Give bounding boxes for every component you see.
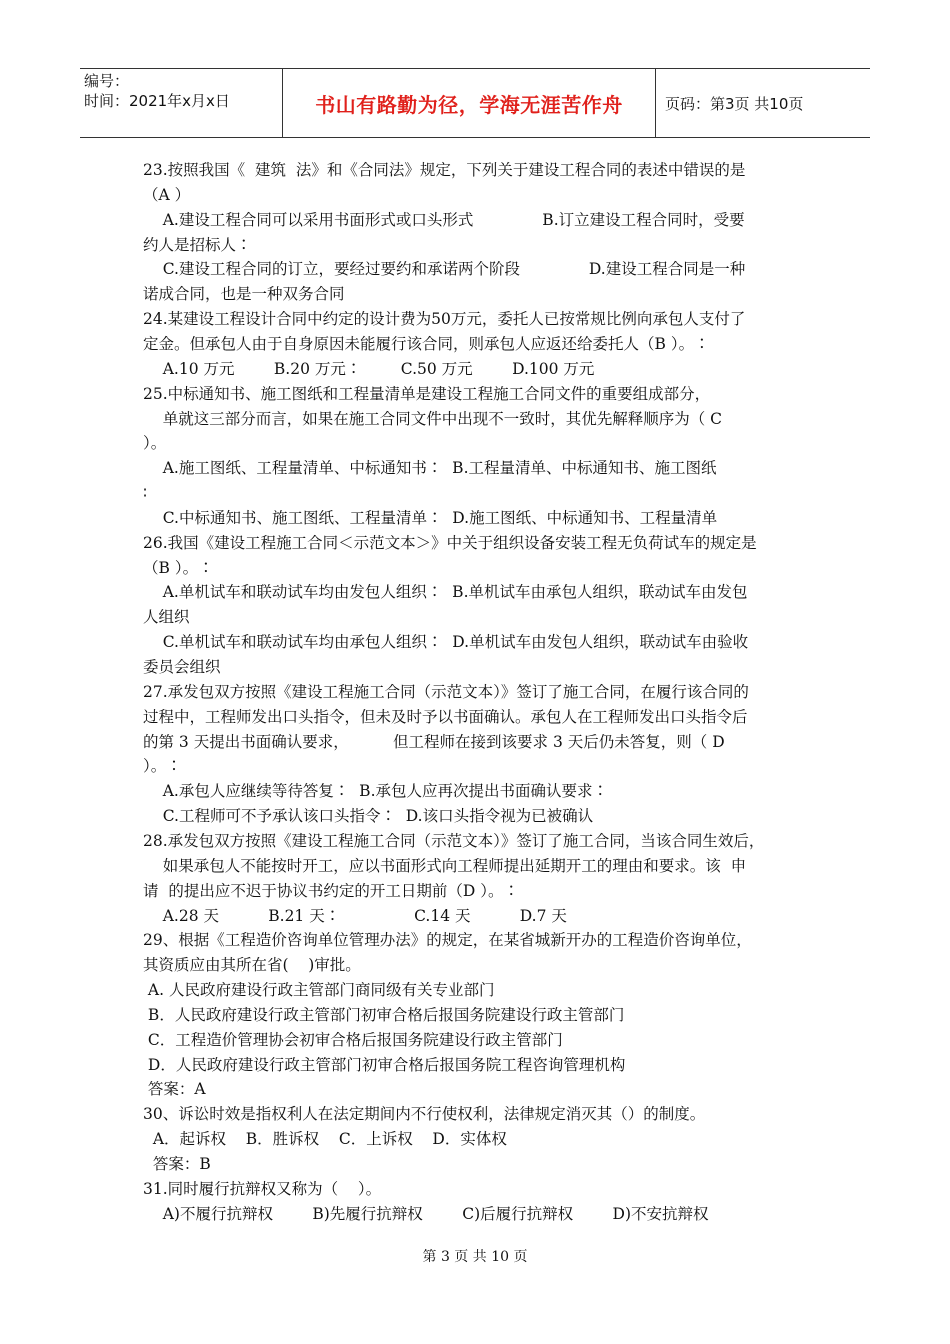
text-line: 委员会组织 — [143, 658, 221, 676]
text-line: A.施工图纸、工程量清单、中标通知书∶ B.工程量清单、中标通知书、施工图纸 — [143, 459, 717, 478]
text-line: ∶ — [143, 484, 148, 503]
text-line: （B ）。∶ — [143, 558, 214, 577]
text-line: 30、诉讼时效是指权利人在法定期间内不行使权利，法律规定消灭其（）的制度。 — [143, 1105, 706, 1124]
text-line: 25.中标通知书、施工图纸和工程量清单是建设工程施工合同文件的重要组成部分， — [143, 384, 711, 403]
page-header — [80, 68, 870, 138]
text-line: D．人民政府建设行政主管部门初审合格后报国务院工程咨询管理机构 — [143, 1055, 626, 1074]
text-line: C.工程师可不予承认该口头指令∶ D.该口头指令视为已被确认 — [143, 807, 594, 826]
document-time-label: 时间：2021年x月x日 — [84, 92, 230, 110]
text-line: 请 的提出应不迟于协议书约定的开工日期前（D ）。∶ — [143, 881, 519, 900]
text-line: 答案：A — [143, 1080, 206, 1099]
document-number-label: 编号： — [84, 72, 130, 90]
text-line: C.中标通知书、施工图纸、工程量清单∶ D.施工图纸、中标通知书、工程量清单 — [143, 508, 718, 527]
header-meta — [80, 69, 286, 139]
text-line: C．工程造价管理协会初审合格后报国务院建设行政主管部门 — [143, 1030, 563, 1049]
text-line: C.建设工程合同的订立，要经过要约和承诺两个阶段 D.建设工程合同是一种 — [143, 260, 746, 279]
text-line: A.承包人应继续等待答复∶ B.承包人应再次提出书面确认要求∶ — [143, 782, 609, 801]
text-line: 26.我国《建设工程施工合同＜示范文本＞》中关于组织设备安装工程无负荷试车的规定是 — [143, 533, 757, 552]
text-line: A.建设工程合同可以采用书面形式或口头形式 B.订立建设工程合同时，受要 — [143, 210, 745, 229]
text-line: B．人民政府建设行政主管部门初审合格后报国务院建设行政主管部门 — [143, 1005, 625, 1024]
text-line: 其资质应由其所在省( )审批。 — [143, 956, 361, 975]
text-line: ）。∶ — [143, 757, 182, 776]
header-page-info: 页码：第3页 共10页 — [665, 94, 804, 113]
text-line: 31.同时履行抗辩权又称为（ ）。 — [143, 1179, 382, 1198]
page-footer: 第 3 页 共 10 页 — [422, 1249, 528, 1265]
text-line: ）。 — [143, 434, 167, 453]
text-line: 28.承发包双方按照《建设工程施工合同（示范文本）》签订了施工合同，当该合同生效后， — [143, 831, 765, 850]
text-line: A．起诉权 B．胜诉权 C．上诉权 D．实体权 — [143, 1130, 507, 1149]
text-line: 单就这三部分而言，如果在施工合同文件中出现不一致时，其优先解释顺序为（ C — [143, 409, 722, 428]
text-line: A)不履行抗辩权 B)先履行抗辩权 C)后履行抗辩权 D)不安抗辩权 — [143, 1204, 709, 1223]
text-line: 定金。但承包人由于自身原因未能履行该合同，则承包人应返还给委托人（B ）。∶ — [143, 334, 710, 353]
text-line: 27.承发包双方按照《建设工程施工合同（示范文本）》签订了施工合同，在履行该合同的 — [143, 682, 749, 701]
text-line: 诺成合同，也是一种双务合同 — [143, 285, 345, 304]
text-line: 过程中，工程师发出口头指令，但未及时予以书面确认。承包人在工程师发出口头指令后 — [143, 707, 748, 726]
text-line: 23.按照我国《 建筑 法》和《合同法》规定，下列关于建设工程合同的表述中错误的是 — [143, 161, 746, 179]
text-line: 24.某建设工程设计合同中约定的设计费为50万元，委托人已按常规比例向承包人支付了 — [143, 310, 746, 329]
text-line: A.10 万元 B.20 万元∶ C.50 万元 D.100 万元 — [143, 359, 595, 378]
text-line: A.单机试车和联动试车均由发包人组织∶ B.单机试车由承包人组织，联动试车由发包 — [143, 583, 748, 602]
text-line: A.28 天 B.21 天∶ C.14 天 D.7 天 — [143, 906, 567, 925]
text-line: 的第 3 天提出书面确认要求， 但工程师在接到该要求 3 天后仍未答复，则（ D — [143, 732, 725, 751]
text-line: 如果承包人不能按时开工，应以书面形式向工程师提出延期开工的理由和要求。该 申 — [143, 856, 747, 875]
text-line: A. 人民政府建设行政主管部门商同级有关专业部门 — [143, 981, 495, 1000]
text-line: 人组织 — [143, 608, 190, 627]
text-line: C.单机试车和联动试车均由承包人组织∶ D.单机试车由发包人组织，联动试车由验收 — [143, 633, 749, 652]
text-line: 约人是招标人∶ — [143, 235, 252, 254]
text-line: 29、根据《工程造价咨询单位管理办法》的规定，在某省城新开办的工程造价咨询单位， — [143, 931, 752, 950]
text-line: （A ） — [143, 185, 191, 204]
text-line: 答案：B — [143, 1155, 211, 1173]
header-motto: 书山有路勤为径，学海无涯苦作舟 — [282, 69, 656, 137]
